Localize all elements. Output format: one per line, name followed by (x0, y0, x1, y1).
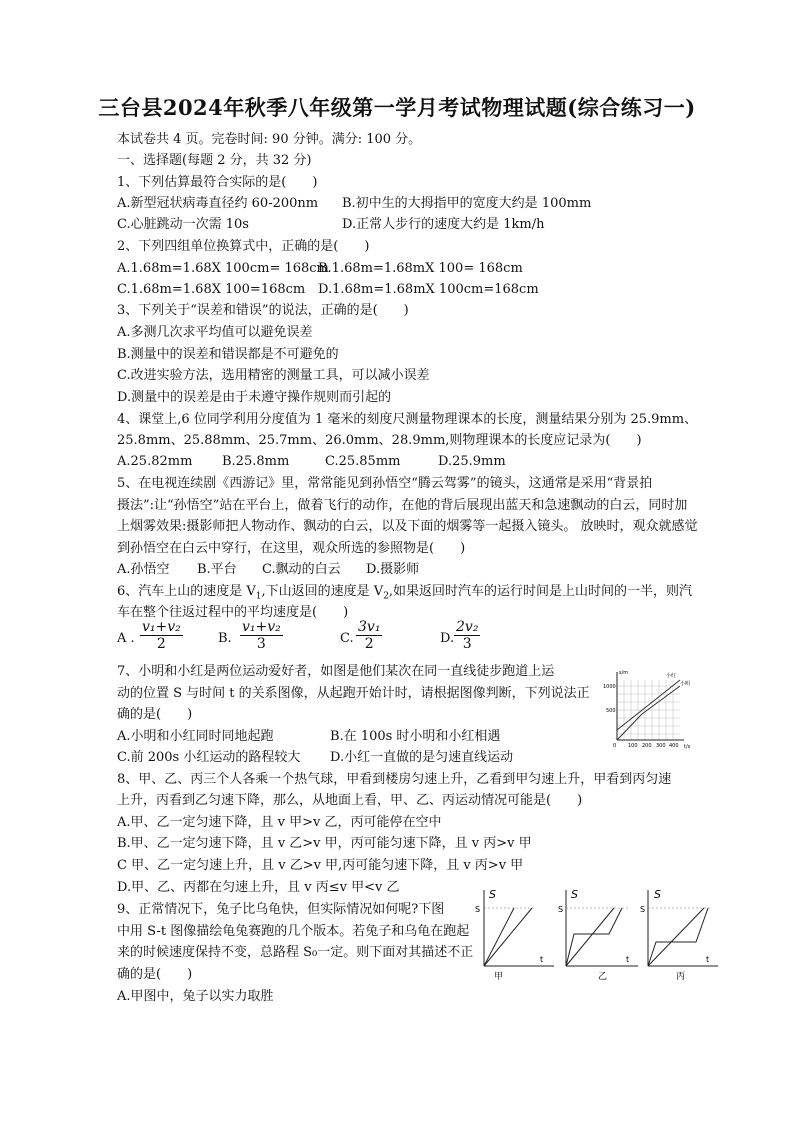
q9-graph-jia (475, 888, 554, 982)
q6-frac-a (140, 619, 183, 652)
q5-line4: 到孙悟空在白云中穿行，在这里，观众所选的参照物是( ) (117, 541, 466, 556)
q5-line3: 上烟雾效果:摄影师把人物动作、飘动的白云，以及下面的烟雾等一起摄入镜头。 放映时，观众就感觉 (117, 519, 698, 534)
q1-option-c: C.心脏跳动一次需 10s (117, 217, 249, 232)
q6-frac-b (240, 619, 283, 652)
q6-option-a: A . (117, 631, 135, 646)
q5-option-d: D.摄影师 (366, 562, 420, 577)
q7-st-graph (602, 664, 691, 750)
q9-yi-s: S (571, 888, 578, 901)
q7-x400: 400 (669, 743, 679, 749)
q6-option-b: B. (218, 631, 232, 646)
q6-text-b: ,下山返回的速度是 V (261, 584, 384, 599)
q8-line1: 8、甲、乙、丙三个人各乘一个热气球，甲看到楼房匀速上升，乙看到甲匀速上升，甲看到丙匀速 (117, 772, 672, 787)
q4-option-c: C.25.85mm (325, 454, 401, 469)
q9-caption-yi: 乙 (598, 972, 608, 982)
q3-stem: 3、下列关于“误差和错误”的说法，正确的是( ) (117, 303, 409, 318)
q5-line1: 5、在电视连续剧《西游记》里，常常能见到孙悟空“腾云驾雾”的镜头，这通常是采用“背景拍 (117, 476, 653, 491)
q7-y500: 500 (606, 708, 616, 714)
q3-option-d: D.测量中的误差是由于未遵守操作规则而引起的 (117, 390, 392, 405)
q9-bing-t: t (706, 955, 710, 964)
q9-jia-t: t (540, 955, 544, 964)
q3-option-a: A.多测几次求平均值可以避免误差 (117, 325, 313, 340)
q2-option-c: C.1.68m=1.68X 100=168cm (117, 282, 306, 297)
q9-jia-s0: S (475, 905, 481, 914)
q9-caption-jia: 甲 (494, 972, 504, 982)
q4-line1: 4、课堂上,6 位同学利用分度值为 1 毫米的刻度尺测量物理课本的长度，测量结果分别为 25.9mm、 (117, 412, 698, 427)
q6-frac-a-num: v₁+v₂ (142, 619, 181, 635)
q3-option-c: C.改进实验方法，选用精密的测量工具，可以减小误差 (117, 368, 430, 383)
q9-bing-s: S (654, 888, 661, 901)
q9-yi-t: t (626, 955, 630, 964)
q8-option-d: D.甲、乙、丙都在匀速上升，且 v 丙≤v 甲<v 乙 (117, 880, 400, 895)
q7-option-b: B.在 100s 时小明和小红相遇 (330, 729, 501, 744)
q4-line2: 25.8mm、25.88mm、25.7mm、26.0mm、28.9mm,则物理课本的长度应记录为( ) (117, 433, 642, 448)
q6-frac-c (356, 619, 382, 652)
q6-sub1: 1 (255, 591, 262, 602)
q8-option-a: A.甲、乙一定匀速下降，且 v 甲>v 乙，丙可能停在空中 (117, 815, 442, 830)
q9-graph-yi (558, 888, 638, 982)
q6-text-c: ,如果返回时汽车的运行时间是上山时间的一半，则汽 (388, 584, 693, 599)
q1-option-a: A.新型冠状病毒直径约 60-200nm (117, 196, 319, 211)
q4-option-d: D.25.9mm (438, 454, 506, 469)
q9-graph-bing (640, 888, 718, 982)
q6-text-a: 6、汽车上山的速度是 V (117, 584, 256, 599)
q5-option-a: A.孙悟空 (117, 562, 170, 577)
q6-frac-d-num: 2v₂ (456, 619, 479, 635)
q2-stem: 2、下列四组单位换算式中，正确的是( ) (117, 239, 370, 254)
q2-option-d: D.1.68m=1.68mX 100cm=168cm (318, 282, 539, 297)
q6-line1 (117, 583, 692, 606)
q8-option-c: C 甲、乙一定匀速上升，且 v 乙>v 甲,丙可能匀速下降，且 v 丙>v 甲 (117, 858, 524, 873)
q7-legend-hong: 小红 (666, 673, 677, 679)
q6-line2: 车在整个往返过程中的平均速度是( ) (117, 605, 349, 620)
q9-yi-s0: S (558, 905, 564, 914)
q6-frac-d (454, 619, 480, 652)
exam-title: 三台县2024年秋季八年级第一学月考试物理试题(综合练习一) (98, 95, 696, 120)
q1-option-b: B.初中生的大拇指甲的宽度大约是 100mm (342, 196, 592, 211)
q6-option-d: D. (440, 631, 455, 646)
q7-xlabel: t/s (684, 744, 691, 750)
q7-line1: 7、小明和小红是两位运动爱好者，如图是他们某次在同一直线徒步跑道上运 (117, 664, 555, 679)
q9-race-graphs (474, 884, 720, 984)
q6-frac-b-num: v₁+v₂ (242, 619, 281, 635)
q7-line-hong (617, 680, 680, 730)
q8-line2: 上升，丙看到乙匀速下降，那么，从地面上看，甲、乙、丙运动情况可能是( ) (117, 793, 583, 808)
q2-option-a: A.1.68m=1.68X 100cm= 168cm (117, 261, 329, 276)
q6-frac-d-den: 3 (462, 636, 472, 652)
q7-option-a: A.小明和小红同时同地起跑 (117, 729, 274, 744)
q7-graph-grid (617, 680, 680, 740)
q9-line2: 中用 S-t 图像描绘龟兔赛跑的几个版本。若兔子和乌龟在跑起 (117, 924, 470, 939)
q9-caption-bing: 丙 (676, 972, 686, 982)
q5-option-b: B.平台 (197, 562, 237, 577)
q4-option-a: A.25.82mm (117, 454, 193, 469)
q5-line2: 摄法”:让“孙悟空”站在平台上，做着飞行的动作，在他的背后展现出蓝天和急速飘动的白云，同时加 (117, 498, 688, 513)
q7-x0: 0 (613, 743, 617, 749)
exam-info: 本试卷共 4 页。完卷时间: 90 分钟。满分: 100 分。 (117, 132, 422, 147)
q7-legend-ming: 小明 (680, 681, 691, 687)
q9-line3: 来的时候速度保持不变，总路程 S₀一定。则下面对其描述不正 (117, 945, 474, 960)
q6-frac-a-den: 2 (156, 636, 166, 652)
q8-option-b: B.甲、乙一定匀速下降，且 v 乙>v 甲，丙可能匀速下降，且 v 丙>v 甲 (117, 836, 532, 851)
q9-line4: 确的是( ) (117, 967, 193, 982)
section-heading: 一、选择题(每题 2 分，共 32 分) (117, 153, 312, 168)
q9-line1: 9、正常情况下，兔子比乌龟快，但实际情况如何呢?下图 (117, 902, 445, 917)
q7-x300: 300 (656, 743, 666, 749)
q6-frac-c-num: 3v₁ (358, 619, 381, 635)
q7-x200: 200 (642, 743, 652, 749)
q1-stem: 1、下列估算最符合实际的是( ) (117, 175, 318, 190)
q7-line2: 动的位置 S 与时间 t 的关系图像，从起跑开始计时，请根据图像判断，下列说法正 (117, 686, 590, 701)
q7-option-c: C.前 200s 小红运动的路程较大 (117, 750, 301, 765)
q9-jia-s: S (489, 888, 496, 901)
q3-option-b: B.测量中的误差和错误都是不可避免的 (117, 347, 339, 362)
q6-option-c: C. (340, 631, 354, 646)
q6-frac-c-den: 2 (364, 636, 374, 652)
q6-sub2: 2 (383, 591, 389, 602)
q5-option-c: C.飘动的白云 (262, 562, 341, 577)
q7-ylabel: s/m (619, 670, 629, 676)
q7-line3: 确的是( ) (117, 707, 193, 722)
q7-option-d: D.小红一直做的是匀速直线运动 (330, 750, 514, 765)
q9-option-a: A.甲图中，兔子以实力取胜 (117, 989, 274, 1004)
q6-frac-b-den: 3 (256, 636, 266, 652)
q1-option-d: D.正常人步行的速度大约是 1km/h (342, 217, 545, 232)
q9-bing-s0: S (640, 905, 646, 914)
q2-option-b: B.1.68m=1.68mX 100= 168cm (318, 261, 523, 276)
q7-y1000: 1000 (603, 684, 616, 690)
q7-x100: 100 (628, 743, 638, 749)
q4-option-b: B.25.8mm (222, 454, 290, 469)
